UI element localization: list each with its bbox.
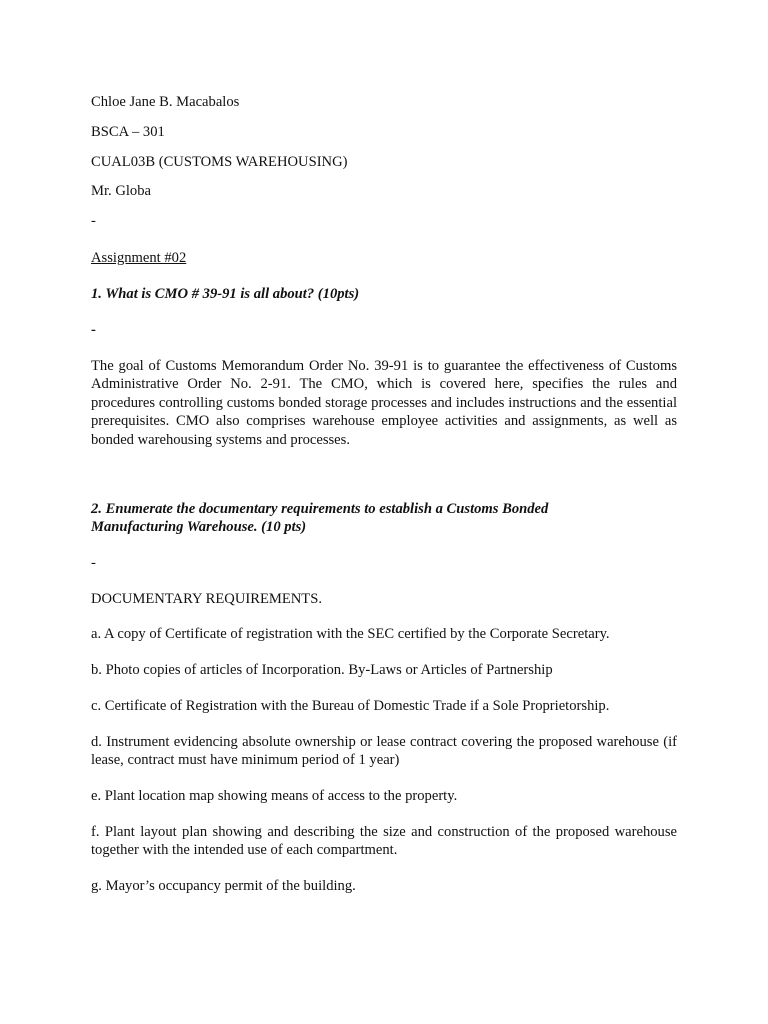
question-1-separator: - xyxy=(91,322,96,338)
requirements-heading: DOCUMENTARY REQUIREMENTS. xyxy=(91,591,322,607)
student-name: Chloe Jane B. Macabalos xyxy=(91,94,240,110)
requirement-item-a: a. A copy of Certificate of registration with the SEC certified by the Corporate Secretary. xyxy=(91,626,610,642)
header-separator: - xyxy=(91,213,96,229)
requirement-item-c: c. Certificate of Registration with the Bureau of Domestic Trade if a Sole Proprietorship. xyxy=(91,698,610,714)
section-code: BSCA – 301 xyxy=(91,124,165,140)
question-2-prompt-line-2: Manufacturing Warehouse. (10 pts) xyxy=(91,519,307,535)
requirement-item-f: f. Plant layout plan showing and describing the size and construction of the proposed warehouse together with the intended use of each compartment. xyxy=(91,824,677,859)
requirement-item-d: d. Instrument evidencing absolute ownership or lease contract covering the proposed warehouse (if lease, contract must have minimum period of 1 year) xyxy=(91,734,677,769)
course-title: CUAL03B (CUSTOMS WAREHOUSING) xyxy=(91,154,348,170)
question-2-separator: - xyxy=(91,555,96,571)
requirement-item-b: b. Photo copies of articles of Incorporation. By-Laws or Articles of Partnership xyxy=(91,662,553,678)
document-page xyxy=(91,0,677,1024)
instructor-name: Mr. Globa xyxy=(91,183,151,199)
question-2-prompt-line-1: 2. Enumerate the documentary requirements to establish a Customs Bonded xyxy=(91,501,549,517)
question-1-answer: The goal of Customs Memorandum Order No. 39-91 is to guarantee the effectiveness of Customs Administrative Order No. 2-91. The CMO, which is covered here, specifies the rules and procedures controlling customs bonded storage processes and includes instructions and the essential prerequisites. CMO also comprises warehouse employee activities and assignments, as well as bonded warehousing systems and processes. xyxy=(91,358,677,448)
requirement-item-g: g. Mayor’s occupancy permit of the building. xyxy=(91,878,356,894)
requirement-item-e: e. Plant location map showing means of access to the property. xyxy=(91,788,458,804)
question-1-prompt: 1. What is CMO # 39-91 is all about? (10pts) xyxy=(91,286,360,302)
assignment-title: Assignment #02 xyxy=(91,250,187,266)
